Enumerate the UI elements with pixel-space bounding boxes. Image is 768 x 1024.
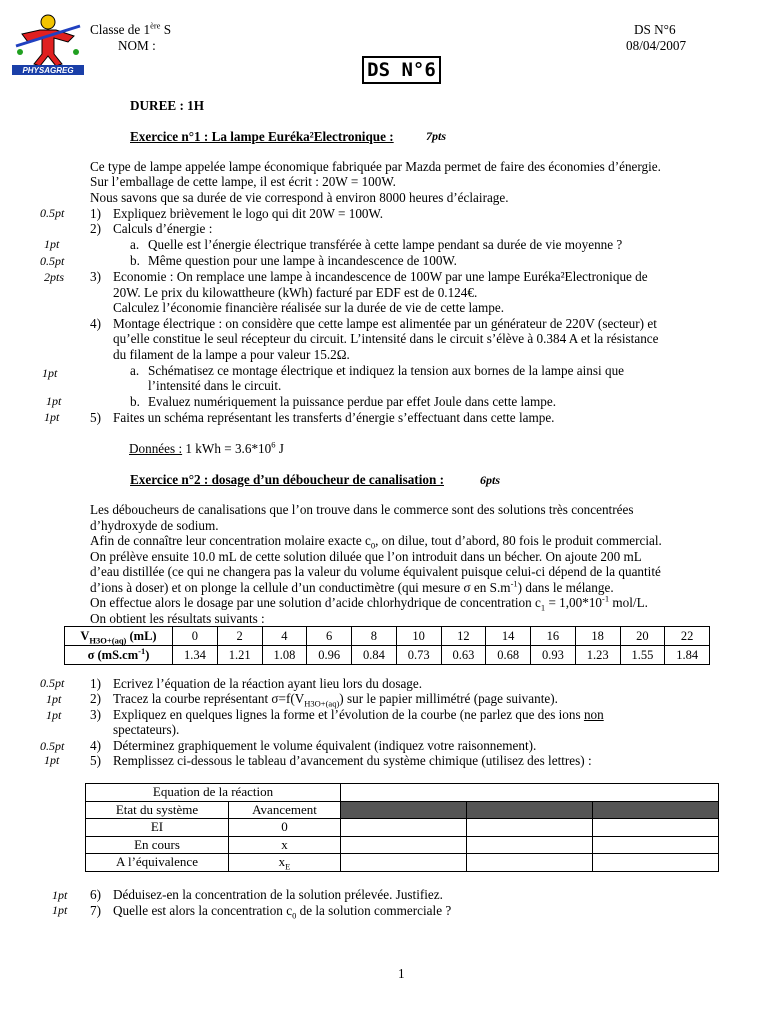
table-row (86, 854, 719, 872)
ex2-q7-points: 1pt (52, 903, 68, 917)
ex1-q4-line-2: qu’elle constitue le seul récepteur du circuit. L’intensité dans le circuit s’élève à 0.384 A et la résistance (113, 331, 659, 346)
physagreg-logo (10, 12, 86, 76)
conductivity-cell: 0.96 (307, 646, 352, 665)
name-label: NOM : (118, 38, 156, 53)
ex1-title: Exercice n°1 : La lampe Euréka²Electronique : (130, 129, 394, 144)
equation-label: Equation de la réaction (86, 784, 341, 802)
volume-cell: 6 (307, 627, 352, 646)
volume-cell: 10 (396, 627, 441, 646)
state-cell: En cours (86, 836, 229, 854)
ex2-q1-points: 0.5pt (40, 676, 65, 690)
ex2-q5-text: Remplissez ci-dessous le tableau d’avancement du système chimique (utilisez des lettres) : (113, 753, 592, 768)
ex1-q3-number: 3) (90, 269, 101, 284)
state-cell: EI (86, 819, 229, 837)
ex1-q1-points: 0.5pt (40, 206, 65, 220)
ex1-q5-text: Faites un schéma représentant les transferts d’énergie s’effectuant dans cette lampe. (113, 410, 555, 425)
ex2-para-5: d’eau distillée (ce qui ne changera pas la valeur du volume équivalent puisque celui-ci dépend de la quantité (90, 564, 661, 579)
ex1-q2-text: Calculs d’énergie : (113, 221, 213, 236)
conductivity-cell: 0.84 (352, 646, 397, 665)
state-cell: A l’équivalence (86, 854, 229, 872)
equation-row (86, 784, 719, 802)
ex1-q1-number: 1) (90, 206, 101, 221)
volume-cell: 0 (173, 627, 218, 646)
volume-cell: 16 (531, 627, 576, 646)
ex1-q4b-text: Evaluez numériquement la puissance perdue par effet Joule dans cette lampe. (148, 394, 557, 409)
advancement-table (85, 783, 719, 872)
ex1-q2a-number: a. (130, 237, 140, 252)
conductivity-cell: 1.23 (575, 646, 620, 665)
ex2-points: 6pts (480, 473, 501, 487)
shaded-cell (467, 801, 593, 819)
ex1-q4-line-3: du filament de la lampe a pour valeur 15.2Ω. (113, 347, 350, 362)
ex1-q2b-text: Même question pour une lampe à incandescence de 100W. (148, 253, 457, 268)
ex2-q4-points: 0.5pt (40, 739, 65, 753)
ex2-q6-points: 1pt (52, 888, 68, 902)
table-row (86, 836, 719, 854)
ex1-q4a-points: 1pt (42, 366, 58, 380)
ex2-q3-line-2: spectateurs). (113, 722, 180, 737)
ex2-q4-text: Déterminez graphiquement le volume équivalent (indiquez votre raisonnement). (113, 738, 537, 753)
conductivity-cell: 0.68 (486, 646, 531, 665)
results-table (64, 626, 710, 665)
shaded-cell (341, 801, 467, 819)
answer-cell[interactable] (593, 854, 719, 872)
conductivity-cell: 1.21 (217, 646, 262, 665)
ex1-q5-number: 5) (90, 410, 101, 425)
volume-row (65, 627, 710, 646)
ex2-para-6: d’ions à doser) et on plonge la cellule d’un conductimètre (qui mesure σ en $S.m^{-1}$) dans le mélange. (90, 578, 614, 595)
ex1-intro-3: Nous savons que sa durée de vie correspond à environ 8000 heures d’éclairage. (90, 190, 509, 205)
ex2-para-4: On prélève ensuite 10.0 mL de cette solution diluée que l’on introduit dans un bécher. On ajoute 200 mL (90, 549, 642, 564)
ex1-q3-points: 2pts (44, 270, 65, 284)
ex1-q4a-line-1: Schématisez ce montage électrique et indiquez la tension aux bornes de la lampe ainsi que (148, 363, 625, 378)
answer-cell[interactable] (593, 836, 719, 854)
volume-cell: 20 (620, 627, 665, 646)
ex1-q3-line-2: 20W. Le prix du kilowattheure (kWh) facturé par EDF est de 0.124€. (113, 285, 478, 300)
ex2-para-8: On obtient les résultats suivants : (90, 611, 265, 626)
volume-cell: 2 (217, 627, 262, 646)
ex2-q4-number: 4) (90, 738, 101, 753)
ex1-points: 7pts (426, 129, 447, 143)
ex2-q3-line-1: Expliquez en quelques lignes la forme et l’évolution de la courbe (ne parlez que des ions non (113, 707, 604, 722)
advancement-header: Avancement (229, 801, 341, 819)
ex1-q4a-line-2: l’intensité dans le circuit. (148, 378, 282, 393)
volume-cell: 8 (352, 627, 397, 646)
exam-title-box: DS N°6 (362, 56, 441, 84)
conductivity-cell: 0.63 (441, 646, 486, 665)
answer-cell[interactable] (341, 836, 467, 854)
volume-cell: 14 (486, 627, 531, 646)
ex2-q6-text: Déduisez-en la concentration de la solution prélevée. Justifiez. (113, 887, 443, 902)
ex2-q3-number: 3) (90, 707, 101, 722)
ex1-q2b-points: 0.5pt (40, 254, 65, 268)
ex2-para-1: Les déboucheurs de canalisations que l’on trouve dans le commerce sont des solutions très concentrées (90, 502, 634, 517)
ex1-data: Données : 1 kWh = $3.6*10^6$ J (129, 439, 284, 456)
ex1-intro-1: Ce type de lampe appelée lampe économique fabriquée par Mazda permet de faire des économies d’énergie. (90, 159, 661, 174)
ex2-q7-number: 7) (90, 903, 101, 918)
ex1-q1-text: Expliquez brièvement le logo qui dit 20W = 100W. (113, 206, 384, 221)
ex2-q2-number: 2) (90, 691, 101, 706)
ex1-q2a-points: 1pt (44, 237, 60, 251)
ex2-q2-points: 1pt (46, 692, 62, 706)
ex1-q2b-number: b. (130, 253, 140, 268)
ex1-q4-number: 4) (90, 316, 101, 331)
ex1-q3-line-1: Economie : On remplace une lampe à incandescence de 100W par une lampe Euréka²Electronique de (113, 269, 648, 284)
answer-cell[interactable] (593, 819, 719, 837)
volume-cell: 12 (441, 627, 486, 646)
answer-cell[interactable] (467, 854, 593, 872)
logo-lettering: PHYSAGREG (22, 66, 74, 75)
shaded-cell (593, 801, 719, 819)
conductivity-cell: 1.34 (173, 646, 218, 665)
volume-header: $V_{H3O+(aq)}$ (mL) (65, 627, 173, 646)
conductivity-cell: 1.84 (665, 646, 710, 665)
state-header: Etat du système (86, 801, 229, 819)
ex2-para-7: On effectue alors le dosage par une solution d’acide chlorhydrique de concentration $c_1 = 1,00*10^{-1}$ mol/L. (90, 593, 648, 613)
ex1-q4a-number: a. (130, 363, 140, 378)
answer-cell[interactable] (341, 854, 467, 872)
ex2-q5-points: 1pt (44, 753, 60, 767)
duration: DUREE : 1H (130, 98, 204, 113)
ex1-intro-2: Sur l’emballage de cette lampe, il est écrit : 20W = 100W. (90, 174, 396, 189)
ex1-q4-line-1: Montage électrique : on considère que cette lampe est alimentée par un générateur de 220V (secteur) et (113, 316, 657, 331)
conductivity-row (65, 646, 710, 665)
volume-cell: 18 (575, 627, 620, 646)
class-label: Classe de 1ère S (90, 20, 172, 37)
page-number: 1 (398, 966, 405, 981)
ds-number-label: DS N°6 (634, 22, 676, 37)
volume-cell: 22 (665, 627, 710, 646)
ex2-q1-number: 1) (90, 676, 101, 691)
conductivity-cell: 1.08 (262, 646, 307, 665)
answer-cell[interactable] (467, 836, 593, 854)
equation-cell[interactable] (341, 784, 719, 802)
conductivity-cell: 1.55 (620, 646, 665, 665)
ex2-para-2: d’hydroxyde de sodium. (90, 518, 219, 533)
ex2-q2-text: Tracez la courbe représentant $\sigma=f(V_{H3O+(aq)})$ sur le papier millimétré (page suivante). (113, 691, 558, 709)
ex2-q1-text: Ecrivez l’équation de la réaction ayant lieu lors du dosage. (113, 676, 423, 691)
ex1-q2-number: 2) (90, 221, 101, 236)
header-row (86, 801, 719, 819)
advancement-cell: 0 (229, 819, 341, 837)
conductivity-cell: 0.73 (396, 646, 441, 665)
advancement-cell: x (229, 836, 341, 854)
ex2-q5-number: 5) (90, 753, 101, 768)
ex2-q6-number: 6) (90, 887, 101, 902)
table-row (86, 819, 719, 837)
conductivity-header: σ $(mS.cm^{-1})$ (65, 646, 173, 665)
ex2-q7-text: Quelle est alors la concentration $c_0$ de la solution commerciale ? (113, 903, 452, 921)
ex2-title: Exercice n°2 : dosage d’un déboucheur de canalisation : (130, 472, 444, 487)
ex1-q4b-points: 1pt (46, 394, 62, 408)
ex2-q3-points: 1pt (46, 708, 62, 722)
answer-cell[interactable] (467, 819, 593, 837)
answer-cell[interactable] (341, 819, 467, 837)
ex1-q4b-number: b. (130, 394, 140, 409)
exam-date: 08/04/2007 (626, 38, 687, 53)
advancement-cell: $x_E$ (229, 854, 341, 872)
ex2-para-3: Afin de connaître leur concentration molaire exacte $c_0$, on dilue, tout d’abord, 80 fois le produit commercial. (90, 533, 662, 551)
conductivity-cell: 0.93 (531, 646, 576, 665)
ex1-q2a-text: Quelle est l’énergie électrique transférée à cette lampe pendant sa durée de vie moyenne ? (148, 237, 623, 252)
ex1-q5-points: 1pt (44, 410, 60, 424)
ex1-q3-line-3: Calculez l’économie financière réalisée sur la durée de vie de cette lampe. (113, 300, 505, 315)
volume-cell: 4 (262, 627, 307, 646)
